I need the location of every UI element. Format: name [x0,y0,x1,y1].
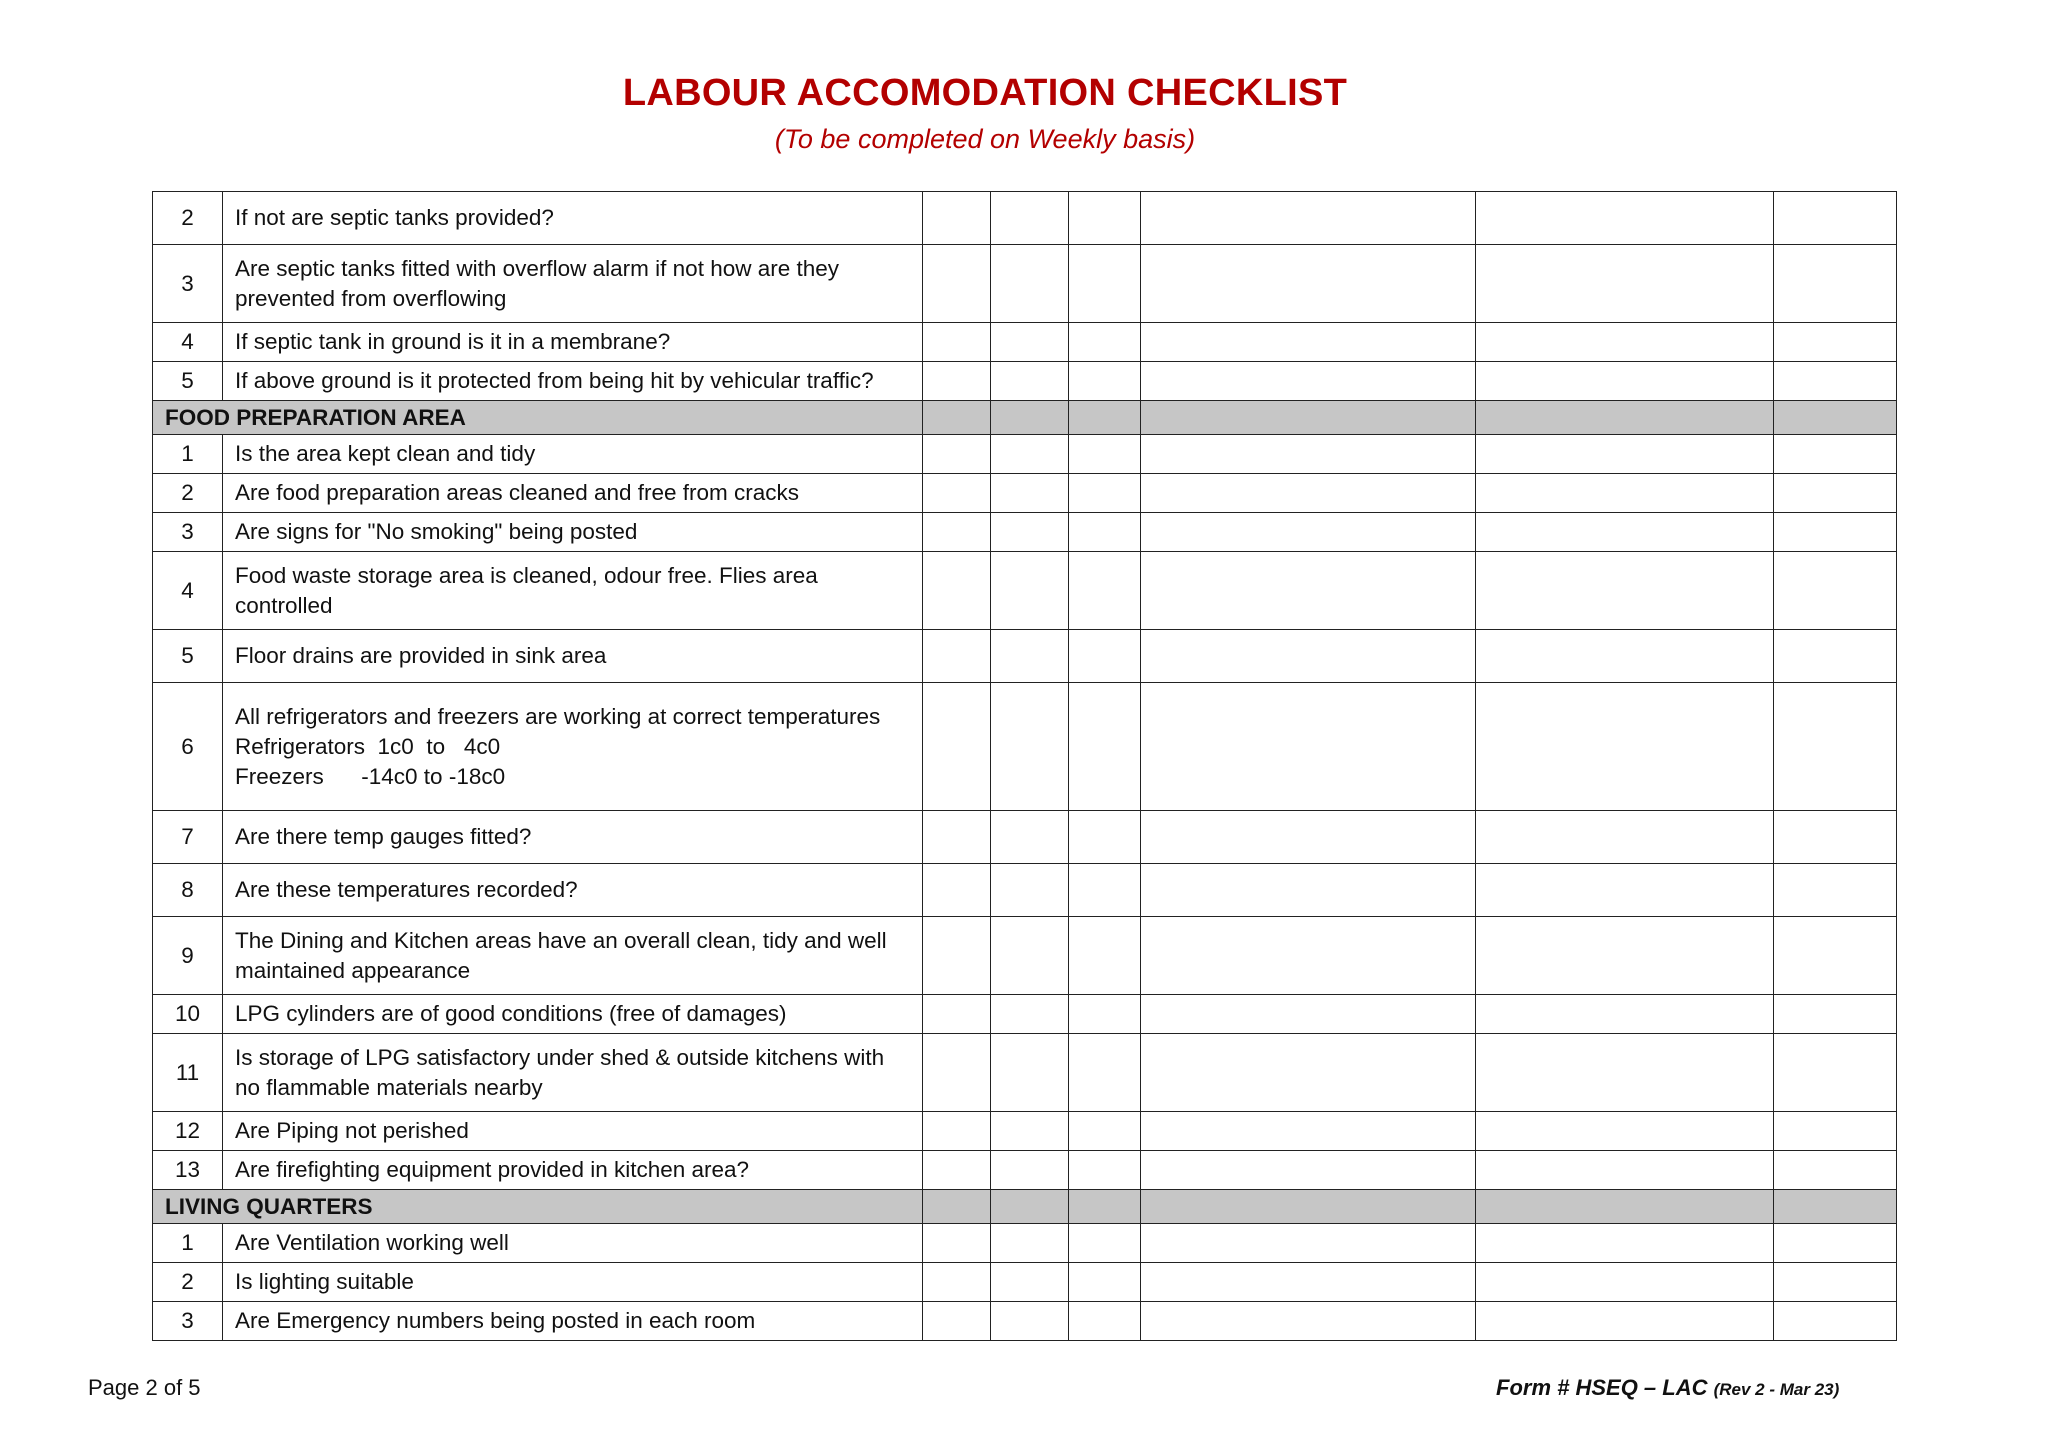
check-cell[interactable] [1069,435,1141,474]
item-number: 12 [153,1112,223,1151]
check-cell[interactable] [923,917,991,995]
status-cell[interactable] [1774,323,1897,362]
item-number: 1 [153,435,223,474]
action-cell[interactable] [1476,811,1774,864]
remarks-cell[interactable] [1141,1034,1476,1112]
action-cell[interactable] [1476,245,1774,323]
item-text: Is storage of LPG satisfactory under shed & outside kitchens with no flammable materials nearby [223,1034,923,1112]
check-cell[interactable] [923,362,991,401]
item-number: 3 [153,1302,223,1341]
table-row [153,864,1897,917]
check-cell[interactable] [991,1224,1069,1263]
table-row [153,474,1897,513]
check-cell[interactable] [923,245,991,323]
status-cell[interactable] [1774,1034,1897,1112]
table-row [153,362,1897,401]
section-title: FOOD PREPARATION AREA [153,401,923,435]
item-text: Are firefighting equipment provided in kitchen area? [223,1151,923,1190]
action-cell[interactable] [1476,630,1774,683]
check-cell[interactable] [1069,1151,1141,1190]
item-text: Are food preparation areas cleaned and free from cracks [223,474,923,513]
status-cell[interactable] [1774,474,1897,513]
item-text: Food waste storage area is cleaned, odour free. Flies area controlled [223,552,923,630]
status-cell[interactable] [1774,362,1897,401]
table-row [153,552,1897,630]
check-cell[interactable] [923,1151,991,1190]
action-cell[interactable] [1476,1263,1774,1302]
check-cell[interactable] [991,474,1069,513]
check-cell[interactable] [991,630,1069,683]
revision: (Rev 2 - Mar 23) [1713,1380,1840,1399]
action-cell[interactable] [1476,917,1774,995]
item-text: If not are septic tanks provided? [223,192,923,245]
check-cell[interactable] [991,1034,1069,1112]
check-cell[interactable] [991,995,1069,1034]
check-cell[interactable] [923,683,991,811]
item-text-line: Refrigerators 1c0 to 4c0 [235,733,501,759]
page-subtitle: (To be completed on Weekly basis) [774,124,1196,154]
check-cell[interactable] [923,513,991,552]
action-cell[interactable] [1476,995,1774,1034]
item-text: Are signs for "No smoking" being posted [223,513,923,552]
status-cell[interactable] [1774,917,1897,995]
check-cell[interactable] [923,552,991,630]
item-number: 10 [153,995,223,1034]
table-row [153,917,1897,995]
check-cell[interactable] [923,630,991,683]
table-row [153,683,1897,811]
check-cell[interactable] [1069,552,1141,630]
item-text: Are there temp gauges fitted? [223,811,923,864]
item-text-line: Freezers -14c0 to -18c0 [235,763,506,789]
checklist-table [152,191,1897,1341]
action-cell[interactable] [1476,323,1774,362]
item-number: 3 [153,513,223,552]
check-cell[interactable] [1069,362,1141,401]
check-cell[interactable] [923,192,991,245]
action-cell[interactable] [1476,1224,1774,1263]
action-cell[interactable] [1476,864,1774,917]
check-cell[interactable] [991,683,1069,811]
form-reference [1496,1375,1839,1401]
item-number: 4 [153,323,223,362]
remarks-cell[interactable] [1141,474,1476,513]
check-cell[interactable] [1069,1263,1141,1302]
status-cell[interactable] [1774,1112,1897,1151]
check-cell[interactable] [991,323,1069,362]
item-number: 1 [153,1224,223,1263]
remarks-cell[interactable] [1141,435,1476,474]
form-number: Form # HSEQ – LAC [1496,1375,1708,1400]
table-row [153,1263,1897,1302]
item-text: Are Emergency numbers being posted in each room [223,1302,923,1341]
status-cell[interactable] [1774,864,1897,917]
item-number: 6 [153,683,223,811]
check-cell[interactable] [1069,192,1141,245]
table-row [153,1224,1897,1263]
item-text: The Dining and Kitchen areas have an overall clean, tidy and well maintained appearance [223,917,923,995]
remarks-cell[interactable] [1141,811,1476,864]
status-cell[interactable] [1774,1224,1897,1263]
remarks-cell[interactable] [1141,995,1476,1034]
check-cell[interactable] [991,811,1069,864]
remarks-cell[interactable] [1141,513,1476,552]
item-number: 5 [153,630,223,683]
check-cell[interactable] [923,1224,991,1263]
check-cell[interactable] [991,245,1069,323]
table-row [153,995,1897,1034]
remarks-cell[interactable] [1141,1263,1476,1302]
check-cell[interactable] [991,1302,1069,1341]
action-cell[interactable] [1476,1302,1774,1341]
check-cell[interactable] [1069,1302,1141,1341]
check-cell[interactable] [991,435,1069,474]
remarks-cell[interactable] [1141,683,1476,811]
status-cell[interactable] [1774,995,1897,1034]
status-cell[interactable] [1774,435,1897,474]
status-cell[interactable] [1774,683,1897,811]
table-row [153,630,1897,683]
status-cell[interactable] [1774,1151,1897,1190]
table-row [153,323,1897,362]
check-cell[interactable] [991,192,1069,245]
action-cell[interactable] [1476,1151,1774,1190]
check-cell[interactable] [923,435,991,474]
item-number: 2 [153,474,223,513]
check-cell[interactable] [1069,323,1141,362]
status-cell[interactable] [1774,245,1897,323]
remarks-cell[interactable] [1141,192,1476,245]
check-cell[interactable] [991,917,1069,995]
item-text: LPG cylinders are of good conditions (free of damages) [223,995,923,1034]
item-text: Are septic tanks fitted with overflow alarm if not how are they prevented from overflowing [223,245,923,323]
check-cell[interactable] [1069,1034,1141,1112]
check-cell[interactable] [991,1263,1069,1302]
item-text: Are Piping not perished [223,1112,923,1151]
check-cell[interactable] [1069,474,1141,513]
remarks-cell[interactable] [1141,1151,1476,1190]
remarks-cell[interactable] [1141,1224,1476,1263]
table-row [153,811,1897,864]
check-cell[interactable] [991,1151,1069,1190]
check-cell[interactable] [923,1034,991,1112]
table-row [153,1151,1897,1190]
remarks-cell[interactable] [1141,1302,1476,1341]
item-text: Floor drains are provided in sink area [223,630,923,683]
action-cell[interactable] [1476,435,1774,474]
table-row [153,513,1897,552]
item-text: Is the area kept clean and tidy [223,435,923,474]
check-cell[interactable] [991,1112,1069,1151]
item-number: 13 [153,1151,223,1190]
check-cell[interactable] [991,362,1069,401]
remarks-cell[interactable] [1141,245,1476,323]
item-number: 3 [153,245,223,323]
check-cell[interactable] [923,474,991,513]
check-cell[interactable] [923,864,991,917]
remarks-cell[interactable] [1141,917,1476,995]
remarks-cell[interactable] [1141,362,1476,401]
table-row [153,1112,1897,1151]
item-text: Are these temperatures recorded? [223,864,923,917]
item-text [223,683,923,811]
item-number: 7 [153,811,223,864]
table-row [153,245,1897,323]
remarks-cell[interactable] [1141,1112,1476,1151]
item-number: 2 [153,192,223,245]
item-number: 5 [153,362,223,401]
check-cell[interactable] [1069,864,1141,917]
check-cell[interactable] [923,995,991,1034]
status-cell[interactable] [1774,513,1897,552]
item-text: If above ground is it protected from being hit by vehicular traffic? [223,362,923,401]
table-row [153,1302,1897,1341]
action-cell[interactable] [1476,362,1774,401]
check-cell[interactable] [923,1263,991,1302]
item-text-line: All refrigerators and freezers are working at correct temperatures [235,703,881,729]
status-cell[interactable] [1774,630,1897,683]
check-cell[interactable] [1069,630,1141,683]
check-cell[interactable] [923,323,991,362]
action-cell[interactable] [1476,192,1774,245]
item-number: 2 [153,1263,223,1302]
status-cell[interactable] [1774,1263,1897,1302]
check-cell[interactable] [1069,683,1141,811]
item-text: Are Ventilation working well [223,1224,923,1263]
check-cell[interactable] [1069,1112,1141,1151]
check-cell[interactable] [991,513,1069,552]
check-cell[interactable] [923,1302,991,1341]
table-row [153,192,1897,245]
item-number: 8 [153,864,223,917]
remarks-cell[interactable] [1141,864,1476,917]
action-cell[interactable] [1476,1112,1774,1151]
section-title: LIVING QUARTERS [153,1190,923,1224]
status-cell[interactable] [1774,552,1897,630]
check-cell[interactable] [923,811,991,864]
item-number: 4 [153,552,223,630]
action-cell[interactable] [1476,474,1774,513]
item-text: Is lighting suitable [223,1263,923,1302]
check-cell[interactable] [1069,917,1141,995]
status-cell[interactable] [1774,1302,1897,1341]
item-text: If septic tank in ground is it in a membrane? [223,323,923,362]
table-row [153,435,1897,474]
section-header-food-preparation [153,401,1897,435]
page-title: LABOUR ACCOMODATION CHECKLIST [622,72,1348,114]
item-number: 9 [153,917,223,995]
remarks-cell[interactable] [1141,630,1476,683]
section-header-living-quarters [153,1190,1897,1224]
check-cell[interactable] [1069,513,1141,552]
check-cell[interactable] [991,864,1069,917]
action-cell[interactable] [1476,552,1774,630]
action-cell[interactable] [1476,683,1774,811]
status-cell[interactable] [1774,192,1897,245]
check-cell[interactable] [1069,245,1141,323]
page-number: Page 2 of 5 [88,1375,201,1400]
action-cell[interactable] [1476,1034,1774,1112]
check-cell[interactable] [923,1112,991,1151]
item-number: 11 [153,1034,223,1112]
table-row [153,1034,1897,1112]
check-cell[interactable] [1069,995,1141,1034]
remarks-cell[interactable] [1141,552,1476,630]
action-cell[interactable] [1476,513,1774,552]
check-cell[interactable] [991,552,1069,630]
remarks-cell[interactable] [1141,323,1476,362]
check-cell[interactable] [1069,1224,1141,1263]
status-cell[interactable] [1774,811,1897,864]
check-cell[interactable] [1069,811,1141,864]
